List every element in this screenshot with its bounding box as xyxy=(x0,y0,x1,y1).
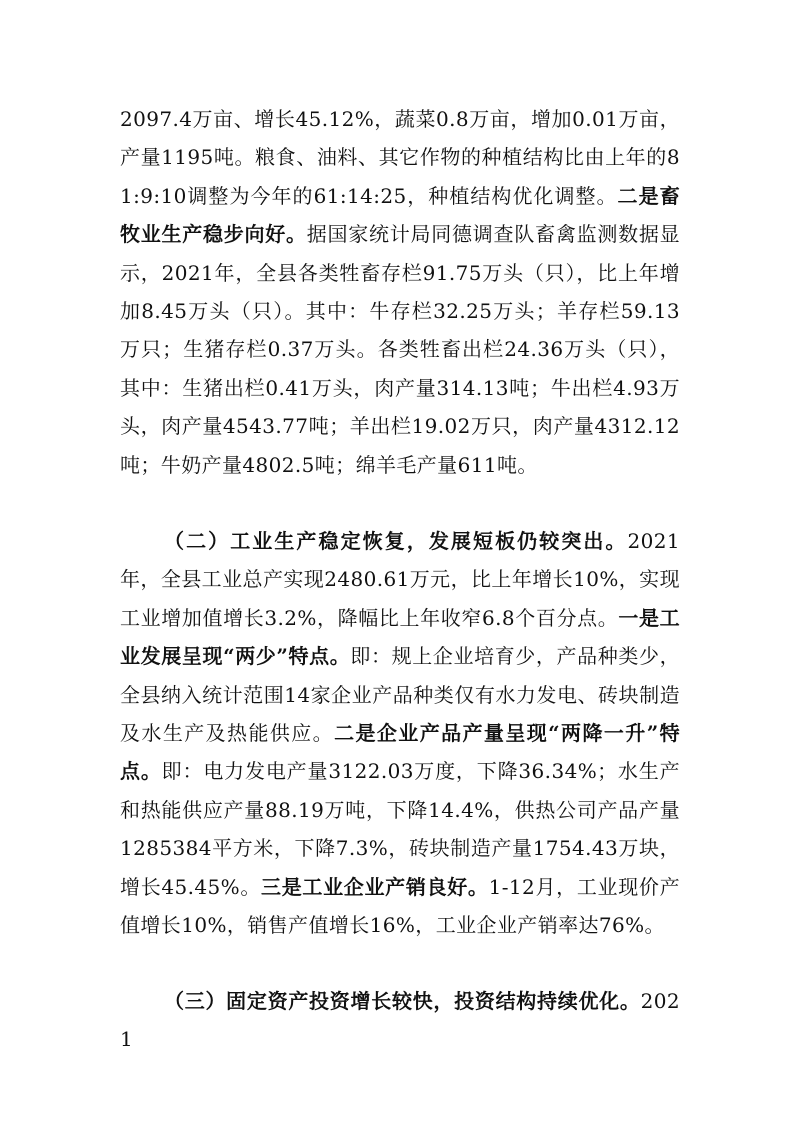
text-segment: 1-12月，工业现价产值增长10%，销售产值增长16%，工业企业产销率达76%。 xyxy=(120,874,680,938)
text-segment: 2021 xyxy=(120,989,680,1052)
text-segment: 2021年，全县工业总产实现2480.61万元，比上年增长10%，实现工业增加值增长3.2%，降幅比上年收窄6.8个百分点。 xyxy=(120,529,680,630)
section-heading: （三）固定资产投资增长较快，投资结构持续优化。 xyxy=(164,989,641,1013)
text-segment: 即：规上企业培育少，产品种类少，全县纳入统计范围14家企业产品种类仅有水力发电、砖块制造及水生产及热能供应。 xyxy=(120,644,681,746)
paragraph-agriculture xyxy=(120,100,680,484)
section-heading: （二）工业生产稳定恢复，发展短板仍较突出。 xyxy=(164,529,628,553)
paragraph-investment xyxy=(120,982,680,1059)
bold-heading-segment: 一是工业发展呈现“两少”特点。 xyxy=(120,605,680,669)
bold-heading-segment: 三是工业企业产销良好。 xyxy=(261,874,489,899)
bold-heading-segment: 二是企业产品产量呈现“两降一升”特点。 xyxy=(120,721,681,784)
text-segment: 据国家统计局同德调查队畜禽监测数据显示，2021年，全县各类牲畜存栏91.75万头（只），比上年增加8.45万头（只）。其中：牛存栏32.25万头；羊存栏59.13万只；生猪存栏0.37万头。各类牲畜出栏24.36万头（只），其中：生猪出栏0.41万头，肉产量314.13吨；牛出栏4.93万头，肉产量4543.77吨；羊出栏19.02万只，肉产量4312.12吨；牛奶产量4802.5吨；绵羊毛产量611吨。 xyxy=(120,222,680,477)
bold-heading-segment: 二是畜牧业生产稳步向好。 xyxy=(120,183,681,247)
text-segment: 即：电力发电产量3122.03万度，下降36.34%；水生产和热能供应产量88.19万吨，下降14.4%，供热公司产品产量1285384平方米，下降7.3%，砖块制造产量1754.43万块，增长45.45%。 xyxy=(120,759,680,899)
paragraph-industry xyxy=(120,522,680,944)
text-segment: 2097.4万亩、增长45.12%，蔬菜0.8万亩，增加0.01万亩，产量1195吨。粮食、油料、其它作物的种植结构比由上年的81:9:10调整为今年的61:14:25，种植结构优化调整。 xyxy=(120,107,680,208)
